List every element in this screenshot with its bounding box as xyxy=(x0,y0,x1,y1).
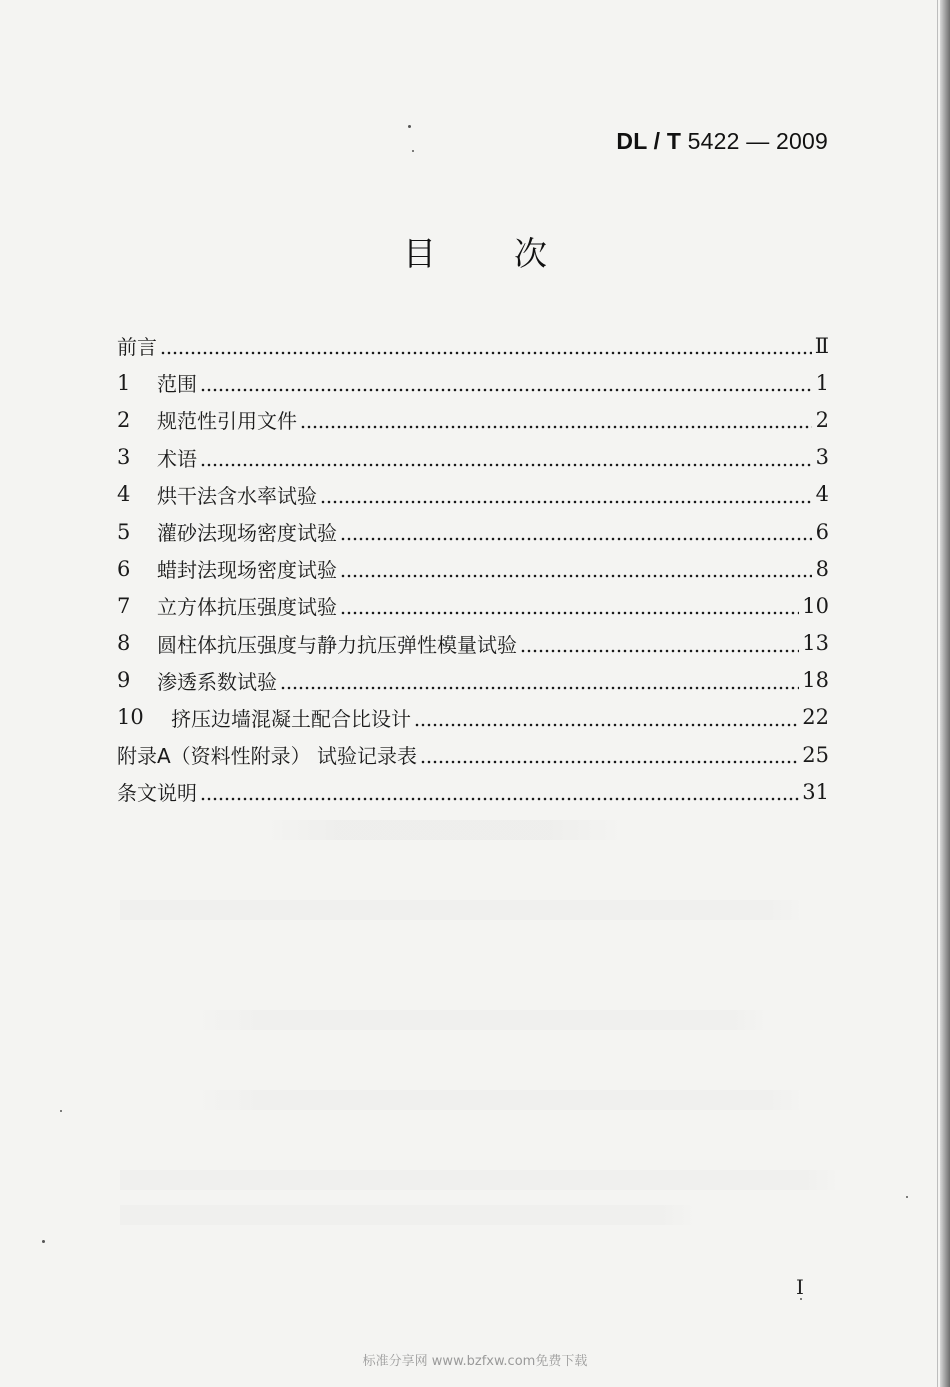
standard-number: 5422 — 2009 xyxy=(681,128,828,154)
toc-entry-label: 挤压边墙混凝土配合比设计 xyxy=(171,706,411,731)
toc-entry-number: 9 xyxy=(117,668,131,693)
toc-leader-dots xyxy=(280,670,799,691)
toc-entry-page: 18 xyxy=(802,668,829,693)
toc-entry-page: Ⅱ xyxy=(814,333,829,358)
scan-speck xyxy=(408,125,411,128)
toc-entry-number: 2 xyxy=(117,407,131,432)
toc-entry-page: 13 xyxy=(802,631,829,656)
toc-entry-page: 3 xyxy=(815,445,829,470)
toc-entry-page: 31 xyxy=(802,779,829,804)
toc-leader-dots xyxy=(200,447,812,468)
page-number: I xyxy=(796,1275,804,1299)
toc-entry-number: 7 xyxy=(117,593,131,618)
page-title: 目次 xyxy=(403,234,625,273)
bleed-through-shadow xyxy=(120,820,840,840)
toc-entry-1[interactable] xyxy=(117,364,829,401)
toc-entry-label: 烘干法含水率试验 xyxy=(157,483,317,508)
toc-leader-dots xyxy=(520,633,799,654)
toc-entry-foreword[interactable] xyxy=(117,327,829,364)
toc-entry-page: 4 xyxy=(815,482,829,507)
toc-entry-9[interactable] xyxy=(117,662,829,699)
toc-entry-page: 6 xyxy=(815,519,829,544)
toc-entry-number: 5 xyxy=(117,519,131,544)
table-of-contents xyxy=(117,327,829,810)
toc-entry-3[interactable] xyxy=(117,439,829,476)
toc-entry-label: 条文说明 xyxy=(117,781,197,806)
toc-leader-dots xyxy=(420,744,799,765)
toc-entry-label: 术语 xyxy=(157,446,197,471)
toc-leader-dots xyxy=(200,781,799,802)
toc-leader-dots xyxy=(340,558,812,579)
toc-entry-page: 2 xyxy=(815,407,829,432)
scan-speck xyxy=(906,1196,908,1198)
scan-edge-line xyxy=(937,0,938,1387)
bleed-through-shadow xyxy=(120,1170,840,1190)
toc-entry-label: 渗透系数试验 xyxy=(157,669,277,694)
toc-entry-number: 8 xyxy=(117,631,131,656)
toc-entry-label: 前言 xyxy=(117,335,157,360)
toc-entry-label: 立方体抗压强度试验 xyxy=(157,595,337,620)
toc-entry-8[interactable] xyxy=(117,625,829,662)
toc-entry-label: 灌砂法现场密度试验 xyxy=(157,521,337,546)
toc-leader-dots xyxy=(300,409,812,430)
scan-speck xyxy=(60,1110,62,1112)
toc-entry-page: 8 xyxy=(815,556,829,581)
toc-entry-explanation[interactable] xyxy=(117,773,829,810)
toc-entry-label: 圆柱体抗压强度与静力抗压弹性模量试验 xyxy=(157,632,517,657)
toc-entry-10[interactable] xyxy=(117,699,829,736)
toc-leader-dots xyxy=(160,335,812,356)
toc-entry-label: 范围 xyxy=(157,372,197,397)
scan-speck xyxy=(412,150,414,152)
toc-entry-number: 3 xyxy=(117,445,131,470)
toc-leader-dots xyxy=(340,521,812,542)
toc-entry-page: 1 xyxy=(815,370,829,395)
toc-entry-page: 22 xyxy=(802,705,829,730)
toc-entry-label: 规范性引用文件 xyxy=(157,409,297,434)
bleed-through-shadow xyxy=(120,1205,840,1225)
bleed-through-shadow xyxy=(120,1090,840,1110)
toc-leader-dots xyxy=(414,707,799,728)
toc-entry-label: 附录A（资料性附录） 试验记录表 xyxy=(117,744,418,769)
toc-entry-number: 4 xyxy=(117,482,131,507)
toc-entry-6[interactable] xyxy=(117,550,829,587)
toc-leader-dots xyxy=(320,484,812,505)
toc-entry-4[interactable] xyxy=(117,476,829,513)
toc-entry-label: 蜡封法现场密度试验 xyxy=(157,558,337,583)
toc-entry-2[interactable] xyxy=(117,401,829,438)
bleed-through-shadow xyxy=(120,1010,840,1030)
scan-speck xyxy=(42,1240,45,1243)
toc-entry-page: 10 xyxy=(802,593,829,618)
toc-entry-page: 25 xyxy=(802,742,829,767)
toc-entry-7[interactable] xyxy=(117,587,829,624)
bleed-through-shadow xyxy=(120,900,840,920)
toc-entry-number: 6 xyxy=(117,556,131,581)
toc-leader-dots xyxy=(340,595,799,616)
standard-prefix: DL / T xyxy=(616,128,682,154)
toc-entry-number: 1 xyxy=(117,370,131,395)
standard-code xyxy=(616,128,828,155)
toc-leader-dots xyxy=(200,372,812,393)
toc-entry-appendix-a[interactable] xyxy=(117,736,829,773)
toc-entry-5[interactable] xyxy=(117,513,829,550)
toc-entry-number: 10 xyxy=(117,705,144,730)
watermark: 标准分享网 www.bzfxw.com免费下载 xyxy=(362,1354,588,1369)
scan-edge xyxy=(940,0,950,1387)
